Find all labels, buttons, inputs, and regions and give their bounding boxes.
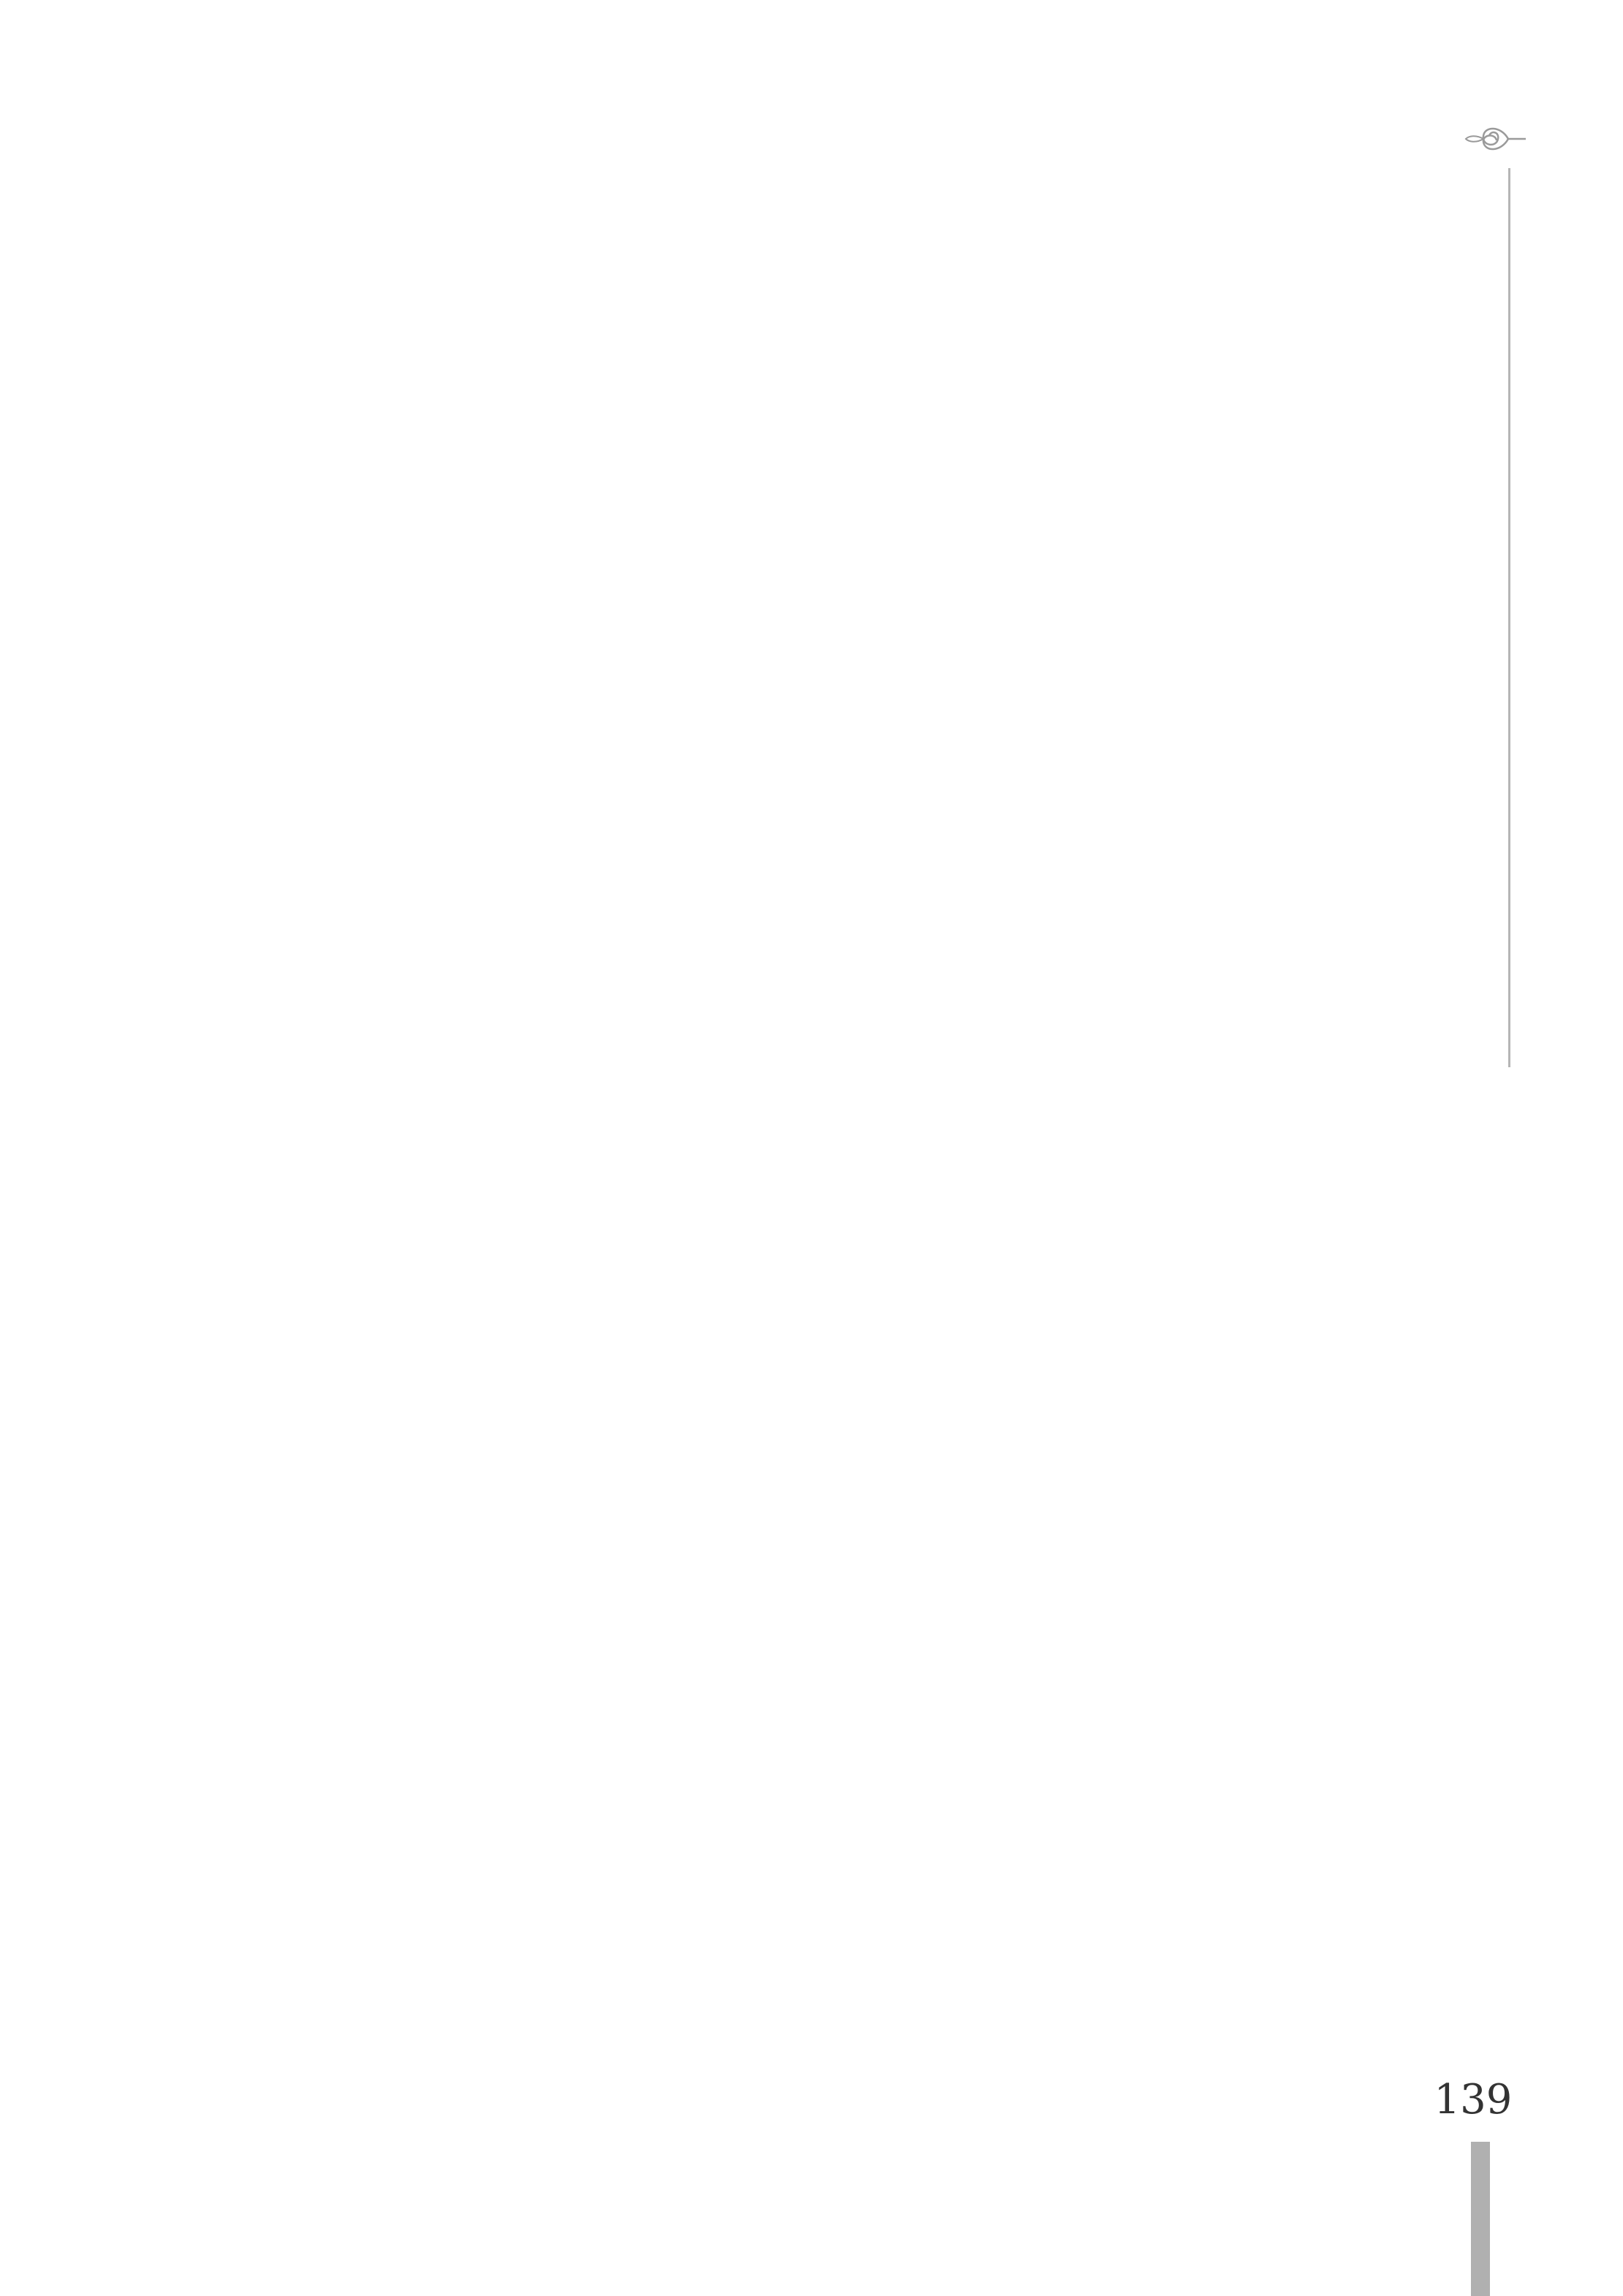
running-header xyxy=(1451,241,1495,972)
text-column xyxy=(1114,219,1149,2017)
text-column xyxy=(656,219,691,2017)
text-column xyxy=(322,219,357,2017)
text-column xyxy=(822,219,858,2017)
text-column xyxy=(697,219,733,2017)
margin-bar xyxy=(1471,2142,1490,2296)
flourish-ornament-icon xyxy=(1459,117,1532,161)
page-number: 139 xyxy=(1434,2076,1513,2123)
text-column xyxy=(739,219,774,2017)
text-column xyxy=(947,219,983,2017)
text-column xyxy=(1031,219,1066,2017)
body-text xyxy=(197,219,1272,2017)
text-column xyxy=(281,219,316,2017)
text-column xyxy=(406,219,441,2017)
text-column xyxy=(781,219,816,2017)
text-column xyxy=(239,219,274,2017)
text-column xyxy=(906,219,941,2017)
text-column xyxy=(989,219,1024,2017)
text-column xyxy=(864,219,899,2017)
header-rule xyxy=(1508,168,1510,1067)
text-column xyxy=(1198,219,1233,2017)
text-column xyxy=(447,219,483,2017)
text-column xyxy=(364,219,399,2017)
text-column xyxy=(531,219,566,2017)
text-column xyxy=(614,219,649,2017)
text-column xyxy=(1072,219,1108,2017)
text-column xyxy=(197,219,232,2017)
text-column xyxy=(489,219,524,2017)
text-column xyxy=(1156,219,1191,2017)
text-column xyxy=(572,219,608,2017)
